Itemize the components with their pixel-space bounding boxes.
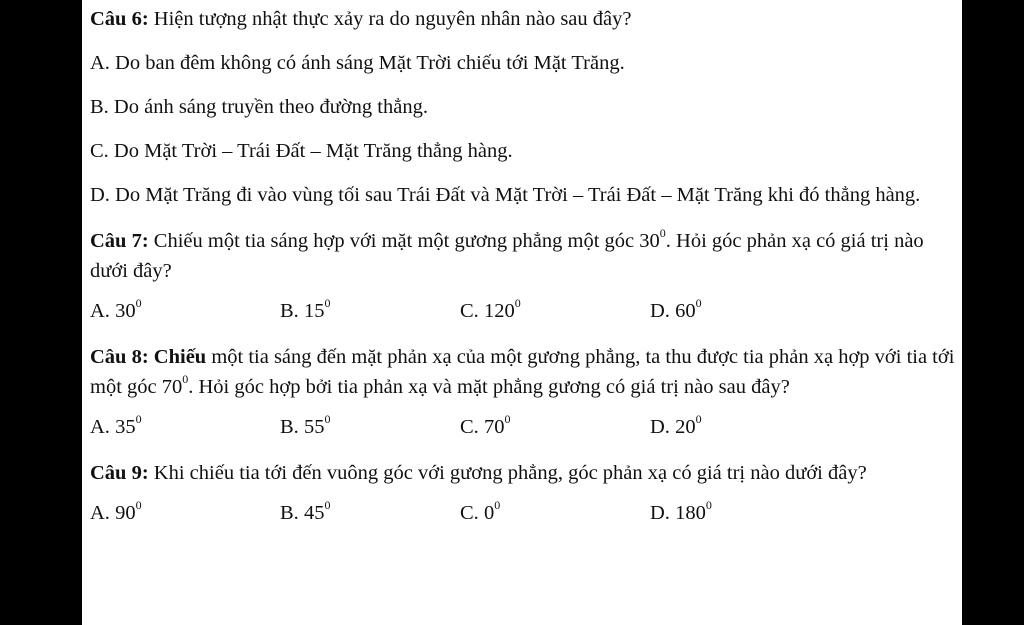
option-degree-sup: 0 bbox=[705, 498, 712, 513]
question-6-text: Hiện tượng nhật thực xảy ra do nguyên nhân nào sau đây? bbox=[153, 8, 632, 30]
question-7-options bbox=[90, 296, 958, 326]
option-prefix: C. bbox=[460, 502, 484, 524]
option-value: 15 bbox=[303, 300, 325, 322]
option-degree-sup: 0 bbox=[695, 412, 702, 427]
option-prefix: A. bbox=[90, 416, 116, 438]
question-8-text-after: . Hỏi góc hợp bởi tia phản xạ và mặt phẳng gương có giá trị nào sau đây? bbox=[188, 376, 790, 398]
option-value: 60 bbox=[675, 300, 696, 322]
question-7-text-before: Chiếu một tia sáng hợp với mặt một gương phẳng một góc 30 bbox=[153, 230, 660, 252]
question-7-label: Câu 7: bbox=[90, 230, 149, 252]
question-9-option-d bbox=[650, 498, 712, 528]
question-9-options bbox=[90, 498, 958, 528]
option-degree-sup: 0 bbox=[514, 296, 521, 311]
option-degree-sup: 0 bbox=[324, 498, 331, 513]
question-8-option-b bbox=[280, 412, 330, 442]
question-8-options bbox=[90, 412, 958, 442]
option-value: 0 bbox=[483, 502, 495, 524]
question-8-degree-sup: 0 bbox=[182, 372, 189, 387]
question-6-option-c: C. Do Mặt Trời – Trái Đất – Mặt Trăng thẳng hàng. bbox=[90, 140, 513, 162]
option-degree-sup: 0 bbox=[324, 412, 331, 427]
option-degree-sup: 0 bbox=[135, 296, 142, 311]
option-value: 70 bbox=[483, 416, 505, 438]
question-8-option-c bbox=[460, 412, 510, 442]
question-6-option-d: D. Do Mặt Trăng đi vào vùng tối sau Trái Đất và Mặt Trời – Trái Đất – Mặt Trăng khi đó thẳng hàng. bbox=[90, 184, 921, 206]
question-6-option-b: B. Do ánh sáng truyền theo đường thẳng. bbox=[90, 96, 428, 118]
question-6-option-a: A. Do ban đêm không có ánh sáng Mặt Trời chiếu tới Mặt Trăng. bbox=[90, 52, 625, 74]
option-prefix: B. bbox=[280, 416, 304, 438]
question-9-option-a bbox=[90, 498, 142, 528]
option-value: 35 bbox=[115, 416, 136, 438]
option-value: 120 bbox=[483, 300, 515, 322]
option-prefix: A. bbox=[90, 300, 116, 322]
option-prefix: B. bbox=[280, 300, 304, 322]
question-8 bbox=[90, 342, 958, 402]
question-6 bbox=[90, 4, 958, 34]
question-8-bold-word: Chiếu bbox=[153, 346, 207, 368]
document-page bbox=[82, 0, 962, 625]
question-7-option-d bbox=[650, 296, 702, 326]
question-8-option-d bbox=[650, 412, 702, 442]
question-9 bbox=[90, 458, 958, 488]
option-degree-sup: 0 bbox=[504, 412, 511, 427]
document-body bbox=[90, 4, 958, 528]
option-degree-sup: 0 bbox=[494, 498, 501, 513]
question-7-option-c bbox=[460, 296, 521, 326]
option-value: 20 bbox=[675, 416, 696, 438]
option-degree-sup: 0 bbox=[324, 296, 331, 311]
question-9-option-c bbox=[460, 498, 500, 528]
option-prefix: D. bbox=[650, 300, 676, 322]
option-prefix: C. bbox=[460, 416, 484, 438]
question-7-text-after: . Hỏi góc phản xạ có giá trị nào dưới đây? bbox=[90, 230, 924, 282]
option-prefix: D. bbox=[650, 502, 676, 524]
question-8-text-before: một tia sáng đến mặt phản xạ của một gương phẳng, ta thu được tia phản xạ hợp với tia tới một góc 70 bbox=[90, 346, 955, 398]
option-prefix: A. bbox=[90, 502, 116, 524]
option-value: 45 bbox=[303, 502, 325, 524]
option-degree-sup: 0 bbox=[135, 412, 142, 427]
question-7-degree-sup: 0 bbox=[659, 226, 666, 241]
option-prefix: C. bbox=[460, 300, 484, 322]
question-9-text: Khi chiếu tia tới đến vuông góc với gương phẳng, góc phản xạ có giá trị nào dưới đây? bbox=[153, 462, 867, 484]
option-value: 180 bbox=[675, 502, 706, 524]
option-degree-sup: 0 bbox=[695, 296, 702, 311]
question-8-label: Câu 8: bbox=[90, 346, 149, 368]
option-prefix: D. bbox=[650, 416, 676, 438]
question-9-option-b bbox=[280, 498, 330, 528]
option-value: 30 bbox=[115, 300, 136, 322]
question-6-label: Câu 6: bbox=[90, 8, 149, 30]
question-7-option-a bbox=[90, 296, 142, 326]
option-value: 90 bbox=[115, 502, 136, 524]
question-7-option-b bbox=[280, 296, 330, 326]
option-degree-sup: 0 bbox=[135, 498, 142, 513]
option-value: 55 bbox=[303, 416, 325, 438]
question-8-option-a bbox=[90, 412, 142, 442]
question-9-label: Câu 9: bbox=[90, 462, 149, 484]
option-prefix: B. bbox=[280, 502, 304, 524]
question-7 bbox=[90, 226, 958, 286]
